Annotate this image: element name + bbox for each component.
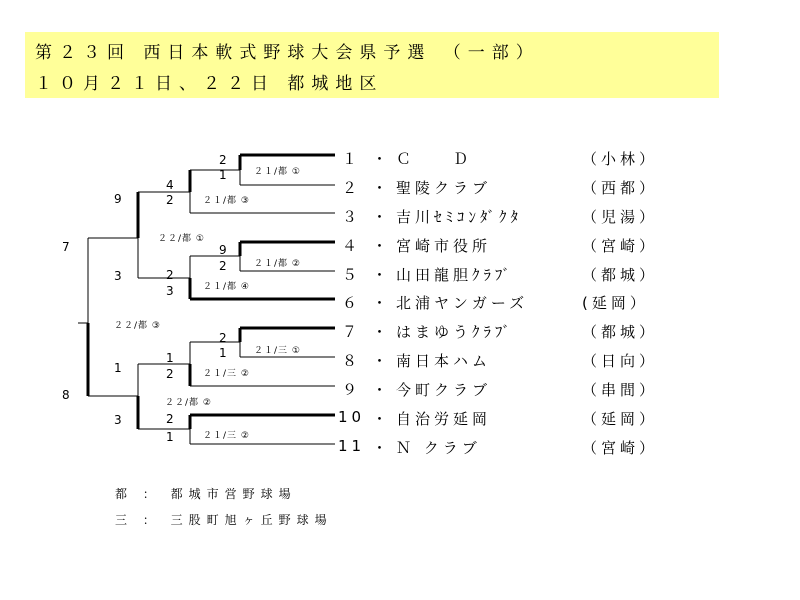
- team-region: （宮崎）: [582, 439, 659, 457]
- score: 4: [166, 178, 174, 192]
- team-row: [0, 350, 800, 370]
- team-name: Ｎ クラブ: [396, 439, 481, 457]
- date-location: １０月２１日、２２日 都城地区: [35, 74, 384, 94]
- team-number: １: [342, 150, 362, 168]
- score: 9: [219, 243, 227, 257]
- team-row: [0, 264, 800, 284]
- score: 2: [166, 268, 174, 282]
- team-separator: ・: [372, 237, 392, 255]
- team-number: ８: [342, 352, 362, 370]
- team-name: 北浦ヤンガーズ: [396, 294, 529, 312]
- game-label: ２１/都 ④: [203, 282, 250, 292]
- team-region: （宮崎）: [582, 237, 659, 255]
- team-name: 山田龍胆ｸﾗﾌﾞ: [396, 266, 515, 284]
- team-region: （西都）: [582, 179, 659, 197]
- team-row: [0, 321, 800, 341]
- team-number: ７: [342, 323, 362, 341]
- team-name: 自治労延岡: [396, 410, 492, 428]
- legend-venue-2: 三 ： 三股町旭ヶ丘野球場: [115, 513, 333, 527]
- team-separator: ・: [372, 294, 392, 312]
- team-name: 宮崎市役所: [396, 237, 492, 255]
- team-name: はまゆうｸﾗﾌﾞ: [396, 323, 515, 341]
- team-number: 11: [338, 437, 366, 455]
- score: 1: [166, 430, 174, 444]
- team-row: [0, 206, 800, 226]
- game-label: ２１/三 ②: [203, 369, 250, 379]
- team-row: [0, 148, 800, 168]
- score: 2: [219, 153, 227, 167]
- score: 2: [166, 412, 174, 426]
- game-label: ２１/三 ②: [203, 431, 250, 441]
- team-region: (延岡）: [582, 294, 649, 312]
- team-row: [0, 292, 800, 312]
- game-label: ２１/三 ①: [254, 346, 301, 356]
- score: 2: [166, 367, 174, 381]
- team-row: [0, 379, 800, 399]
- team-separator: ・: [372, 381, 392, 399]
- tournament-title: 第２３回 西日本軟式野球大会県予選 （一部）: [35, 43, 540, 63]
- score: 1: [114, 361, 122, 375]
- score: 1: [166, 351, 174, 365]
- score: 2: [219, 331, 227, 345]
- team-separator: ・: [372, 266, 392, 284]
- score: 2: [219, 259, 227, 273]
- team-name: 吉川ｾﾐｺﾝﾀﾞｸﾀ: [396, 208, 523, 226]
- score: 2: [166, 193, 174, 207]
- score: 3: [114, 413, 122, 427]
- team-region: （小林）: [582, 150, 659, 168]
- score: 8: [62, 388, 70, 402]
- game-label: ２２/都 ①: [158, 234, 205, 244]
- team-separator: ・: [372, 208, 392, 226]
- team-number: 10: [338, 408, 366, 426]
- team-row: [0, 437, 800, 457]
- team-number: ２: [342, 179, 362, 197]
- team-separator: ・: [372, 150, 392, 168]
- team-separator: ・: [372, 323, 392, 341]
- team-region: （都城）: [582, 266, 659, 284]
- team-separator: ・: [372, 439, 392, 457]
- score: 7: [62, 240, 70, 254]
- team-region: （児湯）: [582, 208, 659, 226]
- team-row: [0, 177, 800, 197]
- score: 1: [219, 168, 227, 182]
- team-name: 聖陵クラブ: [396, 179, 492, 197]
- team-row: [0, 408, 800, 428]
- game-label: ２１/都 ①: [254, 167, 301, 177]
- team-separator: ・: [372, 410, 392, 428]
- team-region: （延岡）: [582, 410, 659, 428]
- team-separator: ・: [372, 352, 392, 370]
- team-region: （日向）: [582, 352, 659, 370]
- team-name: 南日本ハム: [396, 352, 492, 370]
- team-number: ４: [342, 237, 362, 255]
- team-number: ６: [342, 294, 362, 312]
- team-number: ３: [342, 208, 362, 226]
- score: 3: [114, 269, 122, 283]
- score: 3: [166, 284, 174, 298]
- team-row: [0, 235, 800, 255]
- team-name: Ｃ Ｄ: [396, 150, 473, 168]
- team-number: ５: [342, 266, 362, 284]
- score: 1: [219, 346, 227, 360]
- team-name: 今町クラブ: [396, 381, 492, 399]
- score: 9: [114, 192, 122, 206]
- team-number: ９: [342, 381, 362, 399]
- game-label: ２１/都 ③: [203, 196, 250, 206]
- team-region: （串間）: [582, 381, 659, 399]
- game-label: ２２/都 ③: [114, 321, 161, 331]
- legend-venue-1: 都 ： 都城市営野球場: [115, 487, 297, 501]
- team-separator: ・: [372, 179, 392, 197]
- game-label: ２１/都 ②: [254, 259, 301, 269]
- game-label: ２２/都 ②: [165, 398, 212, 408]
- team-region: （都城）: [582, 323, 659, 341]
